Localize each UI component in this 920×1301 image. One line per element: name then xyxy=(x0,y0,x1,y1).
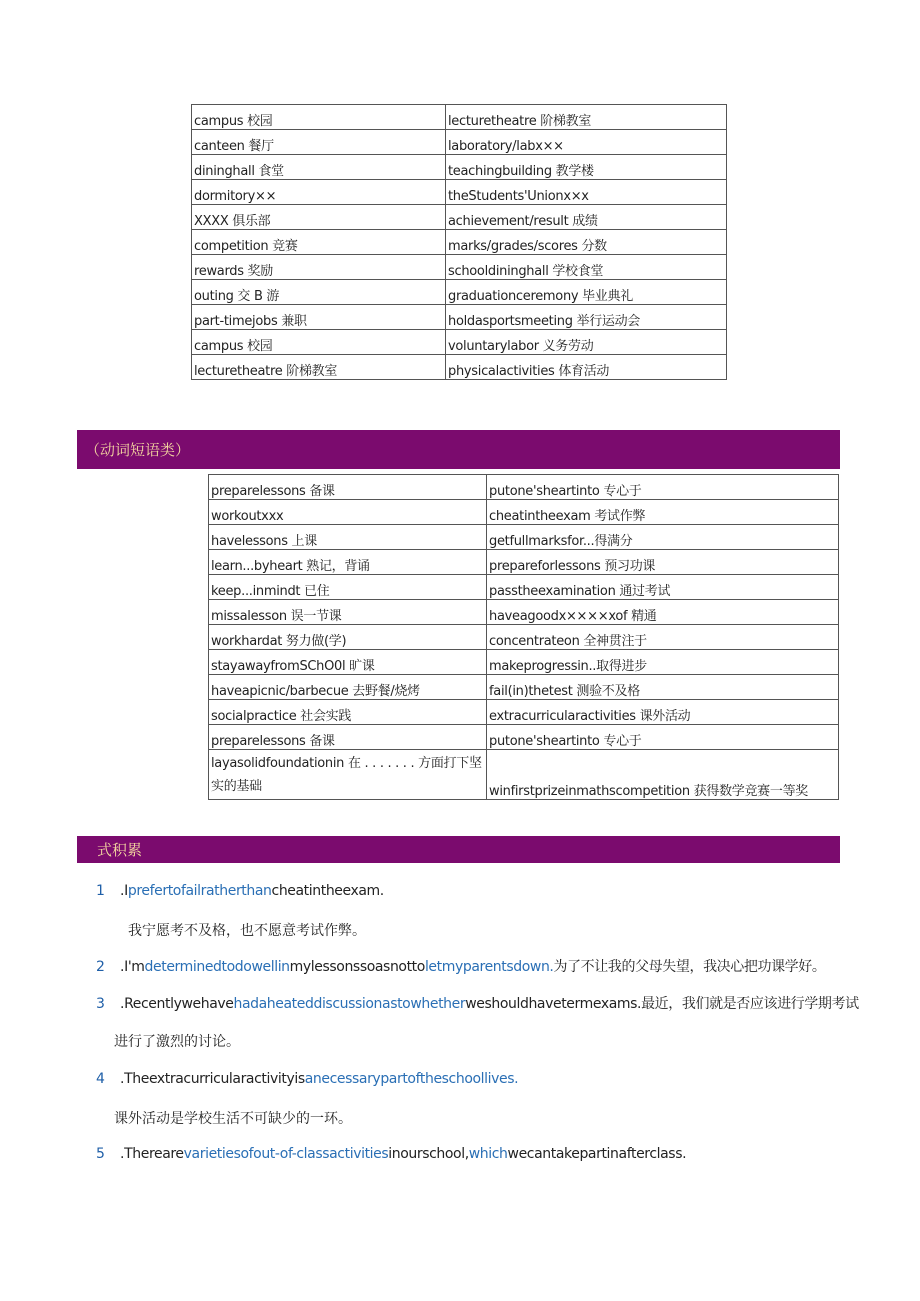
table-cell: haveagoodx××××xof 精通 xyxy=(487,600,839,625)
table-row xyxy=(192,155,727,180)
table-row xyxy=(209,700,839,725)
sentence-text: inourschool, xyxy=(388,1146,469,1162)
table-row xyxy=(209,650,839,675)
table-cell: learn...byheart 熟记，背诵 xyxy=(209,550,487,575)
table-cell: outing 交 B 游 xyxy=(192,280,446,305)
sentence-text: .I xyxy=(116,883,128,899)
table-cell: passtheexamination 通过考试 xyxy=(487,575,839,600)
table-cell: missalesson 误一节课 xyxy=(209,600,487,625)
sentence-text: .Theextracurricularactivityis xyxy=(116,1071,305,1087)
table-row xyxy=(192,255,727,280)
table-cell: havelessons 上课 xyxy=(209,525,487,550)
table-row xyxy=(209,750,839,800)
verb-phrases-banner-label: （动词短语类） xyxy=(85,441,191,459)
table-cell: keep...inmindt 已住 xyxy=(209,575,487,600)
sentence-2 xyxy=(96,956,825,976)
verb-phrases-table xyxy=(208,474,839,800)
sentence-highlight: anecessarypartoftheschoollives. xyxy=(304,1071,519,1087)
table-cell: preparelessons 备课 xyxy=(209,475,487,500)
sentence-text: cheatintheexam. xyxy=(271,883,384,899)
table-cell: canteen 餐厅 xyxy=(192,130,446,155)
sentence-1-translation: 我宁愿考不及格，也不愿意考试作弊。 xyxy=(128,923,366,939)
sentence-5 xyxy=(96,1146,686,1162)
sentence-text: mylessonssoasnotto xyxy=(289,959,425,975)
campus-vocabulary-table xyxy=(191,104,727,380)
table-row xyxy=(192,330,727,355)
sentence-text: .Thereare xyxy=(116,1146,184,1162)
sentence-accumulation-banner xyxy=(77,836,840,863)
verb-phrases-banner xyxy=(77,430,840,469)
sentence-highlight: prefertofailratherthan xyxy=(127,883,272,899)
table-cell: campus 校园 xyxy=(192,330,446,355)
table-cell: lecturetheatre 阶梯教室 xyxy=(192,355,446,380)
table-row xyxy=(192,305,727,330)
table-cell: theStudents'Unionx×x xyxy=(446,180,727,205)
table-row xyxy=(192,230,727,255)
sentence-3-translation-cont: 进行了激烈的讨论。 xyxy=(114,1034,240,1050)
sentence-number: 4 xyxy=(96,1071,105,1087)
table-row xyxy=(209,475,839,500)
table-row xyxy=(192,280,727,305)
sentence-1 xyxy=(96,883,384,899)
table-cell: preparelessons 备课 xyxy=(209,725,487,750)
sentence-text: .I'm xyxy=(116,959,145,975)
table-cell: socialpractice 社会实践 xyxy=(209,700,487,725)
table-row xyxy=(209,675,839,700)
sentence-translation: 最近，我们就是否应该进行学期考试 xyxy=(641,996,859,1012)
sentence-number: 2 xyxy=(96,959,105,975)
sentence-text: weshouldhavetermexams. xyxy=(465,996,642,1012)
sentence-3 xyxy=(96,993,859,1013)
table-cell: physicalactivities 体育活动 xyxy=(446,355,727,380)
table-row xyxy=(209,725,839,750)
table-cell: putone'sheartinto 专心于 xyxy=(487,725,839,750)
table-cell: fail(in)thetest 测验不及格 xyxy=(487,675,839,700)
table-cell: part-timejobs 兼职 xyxy=(192,305,446,330)
sentence-highlight: which xyxy=(468,1146,508,1162)
table-cell: XXXX 俱乐部 xyxy=(192,205,446,230)
table-row xyxy=(192,105,727,130)
table-cell: holdasportsmeeting 举行运动会 xyxy=(446,305,727,330)
sentence-highlight: varietiesofout-of-classactivities xyxy=(183,1146,389,1162)
table-row xyxy=(209,625,839,650)
table-row xyxy=(192,180,727,205)
sentence-4-translation: 课外活动是学校生活不可缺少的一环。 xyxy=(114,1111,352,1127)
sentence-number: 5 xyxy=(96,1146,105,1162)
sentence-text: wecantakepartinafterclass. xyxy=(507,1146,687,1162)
table-row xyxy=(209,525,839,550)
table-cell: competition 竞赛 xyxy=(192,230,446,255)
table-cell: workhardat 努力做(学) xyxy=(209,625,487,650)
table-row xyxy=(192,355,727,380)
table-cell: laboratory/labx×× xyxy=(446,130,727,155)
table-row xyxy=(209,575,839,600)
table-row xyxy=(209,550,839,575)
table-cell: getfullmarksfor...得满分 xyxy=(487,525,839,550)
sentence-number: 3 xyxy=(96,996,105,1012)
sentence-translation: 为了不让我的父母失望，我决心把功课学好。 xyxy=(553,959,826,975)
sentence-highlight: hadaheateddiscussionastowhether xyxy=(233,996,466,1012)
table-row xyxy=(192,205,727,230)
table-cell: voluntarylabor 义务劳动 xyxy=(446,330,727,355)
table-cell: winfirstprizeinmathscompetition 获得数学竞赛一等奖 xyxy=(487,750,839,800)
table-row xyxy=(192,130,727,155)
table-cell: rewards 奖励 xyxy=(192,255,446,280)
table-cell: cheatintheexam 考试作弊 xyxy=(487,500,839,525)
sentence-highlight: determinedtodowellin xyxy=(144,959,290,975)
sentence-4 xyxy=(96,1071,518,1087)
table-cell: extracurricularactivities 课外活动 xyxy=(487,700,839,725)
table-cell: workoutxxx xyxy=(209,500,487,525)
table-cell: prepareforlessons 预习功课 xyxy=(487,550,839,575)
table-cell: teachingbuilding 教学楼 xyxy=(446,155,727,180)
table-cell: dormitory×× xyxy=(192,180,446,205)
table-cell: schooldininghall 学校食堂 xyxy=(446,255,727,280)
table-row xyxy=(209,500,839,525)
sentence-banner-label: 式积累 xyxy=(97,841,143,859)
table-cell: makeprogressin..取得进步 xyxy=(487,650,839,675)
table-row xyxy=(209,600,839,625)
table-cell: dininghall 食堂 xyxy=(192,155,446,180)
table-cell: lecturetheatre 阶梯教室 xyxy=(446,105,727,130)
sentence-highlight: letmyparentsdown. xyxy=(424,959,554,975)
table-cell: graduationceremony 毕业典礼 xyxy=(446,280,727,305)
sentence-number: 1 xyxy=(96,883,105,899)
table-cell: marks/grades/scores 分数 xyxy=(446,230,727,255)
table-cell: campus 校园 xyxy=(192,105,446,130)
table-cell: stayawayfromSChO0l 旷课 xyxy=(209,650,487,675)
table-cell: achievement/result 成绩 xyxy=(446,205,727,230)
table-cell: haveapicnic/barbecue 去野餐/烧烤 xyxy=(209,675,487,700)
table-cell: layasolidfoundationin 在 . . . . . . . 方面打下坚实的基础 xyxy=(209,750,487,800)
table-cell: concentrateon 全神贯注于 xyxy=(487,625,839,650)
sentence-text: .Recentlywehave xyxy=(116,996,234,1012)
table-cell: putone'sheartinto 专心于 xyxy=(487,475,839,500)
